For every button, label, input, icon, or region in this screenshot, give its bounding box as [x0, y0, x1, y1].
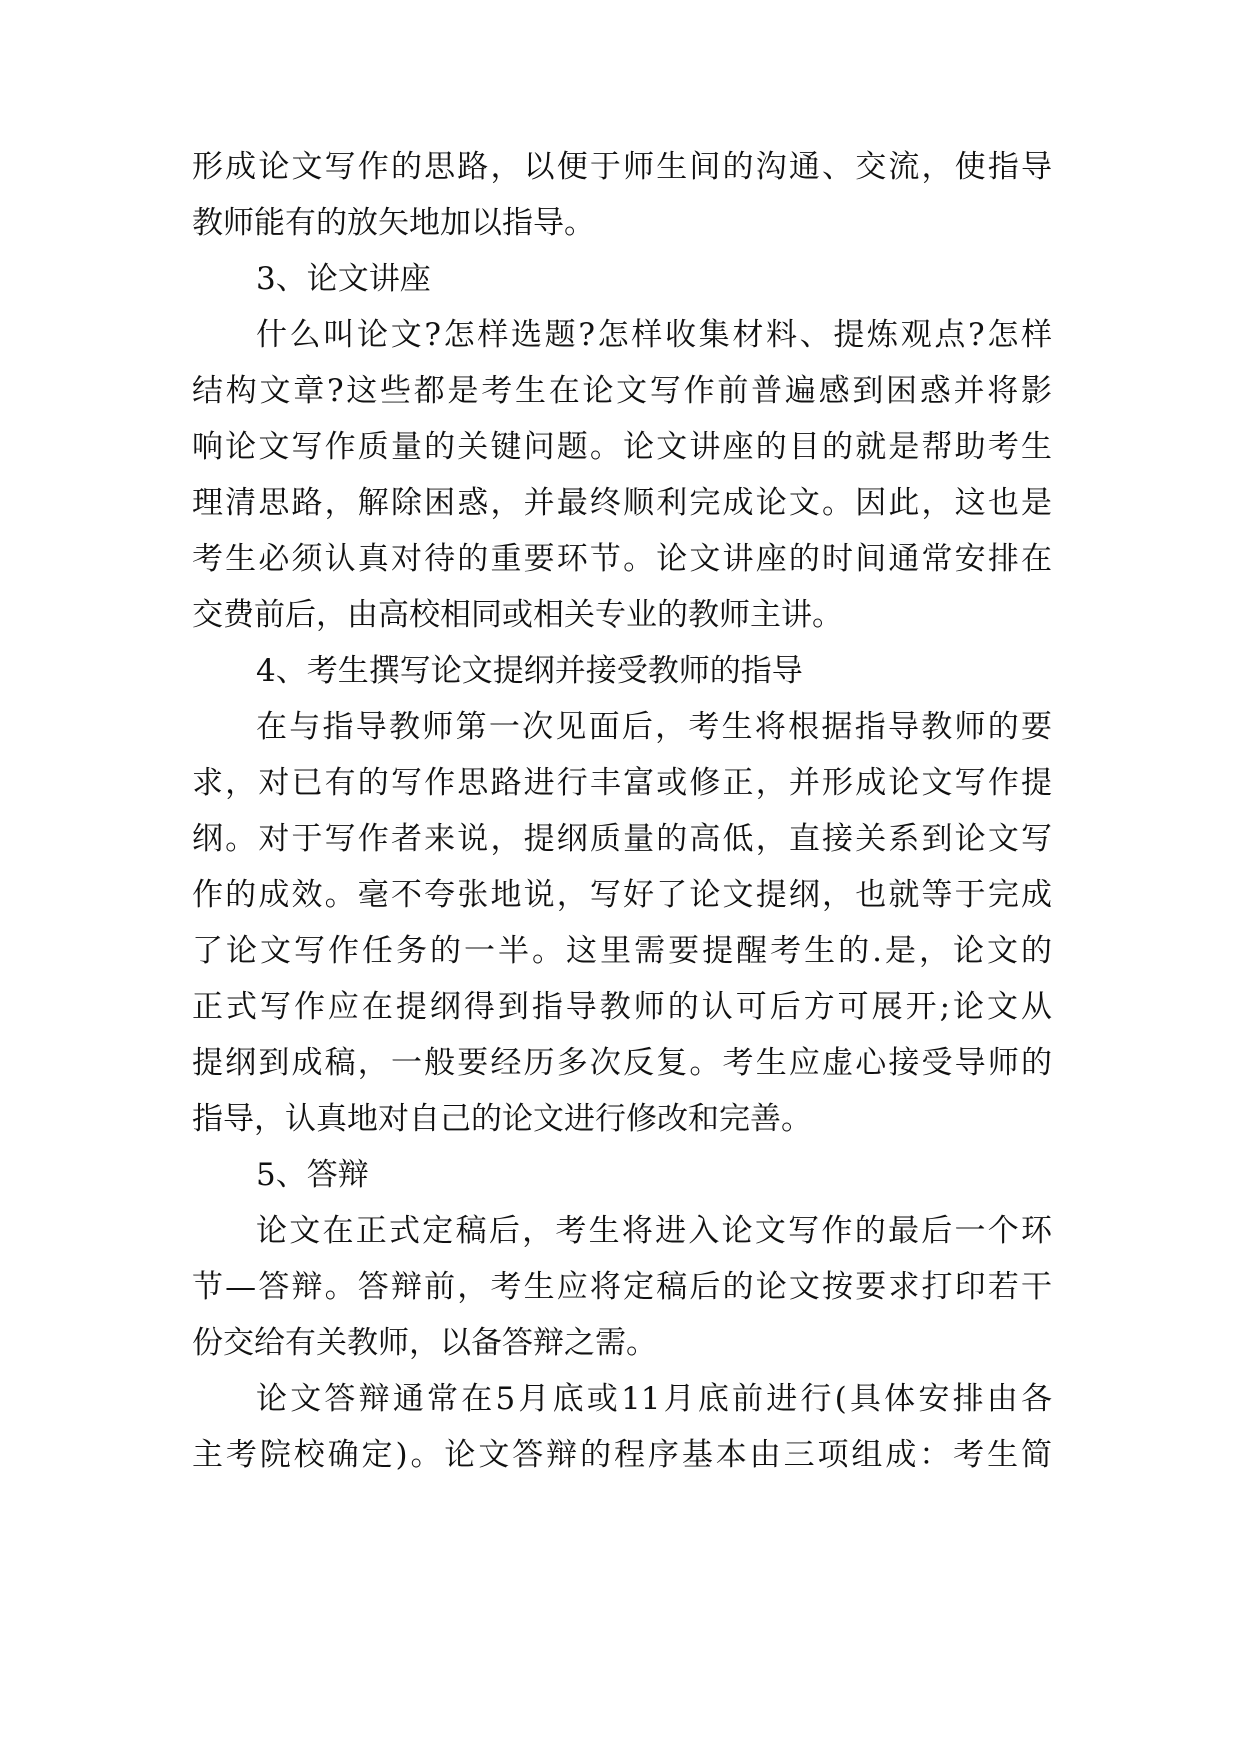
text-line-23: 论文答辩通常在5月底或11月底前进行(具体安排由各: [256, 1381, 1052, 1417]
section-heading-5: 5、答辩: [256, 1157, 369, 1193]
text-line-9: 交费前后，由高校相同或相关专业的教师主讲。: [192, 597, 843, 633]
text-line-18: 指导，认真地对自己的论文进行修改和完善。: [192, 1101, 812, 1137]
text-line-7: 理清思路，解除困惑，并最终顺利完成论文。因此，这也是: [192, 485, 1052, 521]
text-line-16: 正式写作应在提纲得到指导教师的认可后方可展开;论文从: [192, 989, 1052, 1025]
text-line-14: 作的成效。毫不夸张地说，写好了论文提纲，也就等于完成: [192, 877, 1052, 913]
text-line-12: 求，对已有的写作思路进行丰富或修正，并形成论文写作提: [192, 765, 1052, 801]
text-line-13: 纲。对于写作者来说，提纲质量的高低，直接关系到论文写: [192, 821, 1052, 857]
text-line-8: 考生必须认真对待的重要环节。论文讲座的时间通常安排在: [192, 541, 1052, 577]
text-line-11: 在与指导教师第一次见面后，考生将根据指导教师的要: [256, 709, 1052, 745]
text-line-6: 响论文写作质量的关键问题。论文讲座的目的就是帮助考生: [192, 429, 1052, 465]
text-line-22: 份交给有关教师，以备答辩之需。: [192, 1325, 657, 1361]
text-line-4: 什么叫论文?怎样选题?怎样收集材料、提炼观点?怎样: [256, 317, 1052, 353]
text-line-2: 教师能有的放矢地加以指导。: [192, 205, 595, 241]
text-line-24: 主考院校确定)。论文答辩的程序基本由三项组成：考生简: [192, 1437, 1052, 1473]
text-line-21: 节—答辩。答辩前，考生应将定稿后的论文按要求打印若干: [192, 1269, 1052, 1305]
section-heading-3: 3、论文讲座: [256, 261, 431, 297]
text-line-20: 论文在正式定稿后，考生将进入论文写作的最后一个环: [256, 1213, 1052, 1249]
section-heading-4: 4、考生撰写论文提纲并接受教师的指导: [256, 653, 803, 689]
text-line-5: 结构文章?这些都是考生在论文写作前普遍感到困惑并将影: [192, 373, 1052, 409]
text-line-15: 了论文写作任务的一半。这里需要提醒考生的.是，论文的: [192, 933, 1052, 969]
text-line-1: 形成论文写作的思路，以便于师生间的沟通、交流，使指导: [192, 149, 1052, 185]
text-line-17: 提纲到成稿，一般要经历多次反复。考生应虚心接受导师的: [192, 1045, 1052, 1081]
